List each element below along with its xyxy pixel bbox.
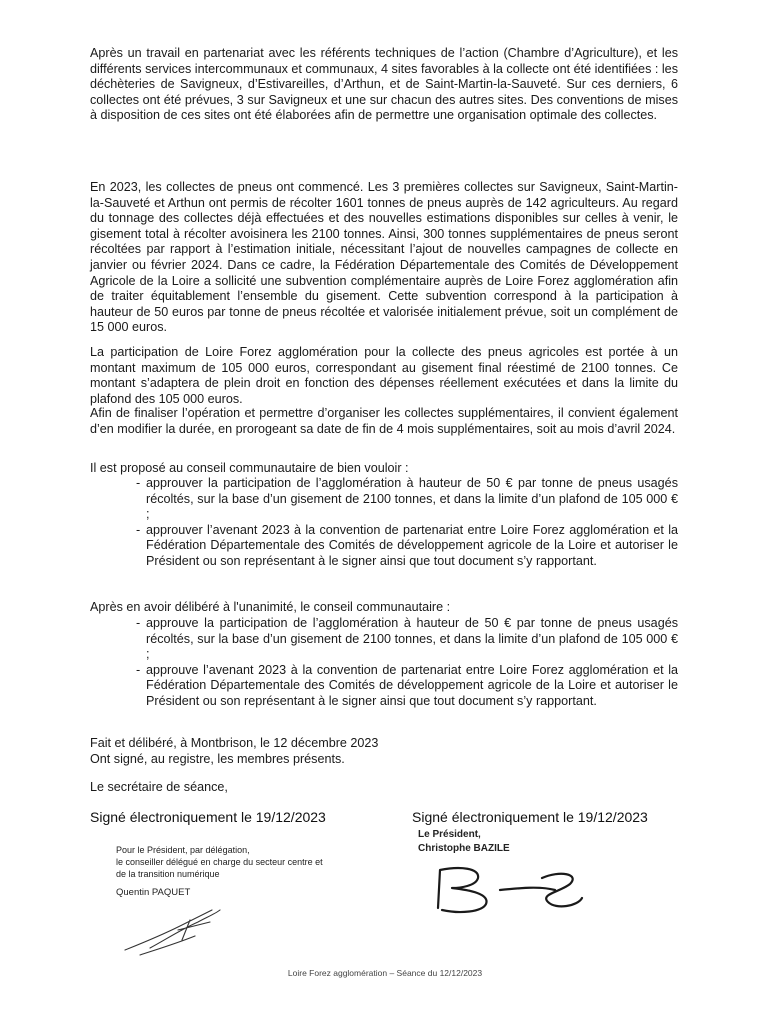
decision-item: - approuve la participation de l’agglomération à hauteur de 50 € par tonne de pneus usagés récoltés, sur la base d’un gisement de 2100 tonnes, et dans la limite d’un plafond de 105 000 € ; (146, 616, 678, 663)
paragraph-duration: Afin de finaliser l’opération et permettre d’organiser les collectes supplémentaires, il convient également d’en modifier la durée, en prorogeant sa date de fin de 4 mois supplémentaires, soit au mois d’avril 2024. (90, 406, 678, 436)
paragraph-decision-intro: Après en avoir délibéré à l'unanimité, le conseil communautaire : (90, 600, 451, 614)
signed-note: Ont signé, au registre, les membres présents. (90, 752, 345, 766)
place-date: Fait et délibéré, à Montbrison, le 12 décembre 2023 (90, 736, 379, 750)
president-title: Le Président, (418, 829, 481, 840)
paragraph-partnership: Après un travail en partenariat avec les référents techniques de l’action (Chambre d’Agriculture), et les différents services intercommunaux et communaux, 4 sites favorables à la collecte ont été identifiées : les déchèteries de Savigneux, d’Estivareilles, d’Arthun, et de Saint-Martin-la-Sauveté. Sur ces derniers, 6 collectes ont été prévues, 3 sur Savigneux et une sur chacun des autres sites. Des conventions de mises à disposition de ces sites ont été élaborées afin de permettre une organisation optimale des collectes. (90, 46, 678, 123)
paragraph-proposal-intro: Il est proposé au conseil communautaire de bien vouloir : (90, 461, 409, 475)
proposal-item: - approuver la participation de l’agglomération à hauteur de 50 € par tonne de pneus usagés récoltés, sur la base d’un gisement de 2100 tonnes, et dans la limite d’un plafond de 105 000 € ; (146, 476, 678, 523)
president-block (418, 828, 510, 856)
electronic-signature-stamp-right: Signé électroniquement le 19/12/2023 (412, 809, 648, 825)
paragraph-participation: La participation de Loire Forez agglomération pour la collecte des pneus agricoles est portée à un montant maximum de 105 000 euros, correspondant au gisement final réestimé de 2100 tonnes. Ce montant s’adaptera de plein droit en fonction des dépenses réellement exécutées et dans la limite du plafond des 105 000 euros. (90, 345, 678, 406)
president-name: Christophe BAZILE (418, 843, 510, 854)
handwritten-signature-left (120, 900, 230, 960)
decision-item: - approuve l’avenant 2023 à la convention de partenariat entre Loire Forez agglomération et la Fédération Départementale des Comités de développement agricole de la Loire et autoriser le Président ou son représentant à le signer ainsi que tout document s’y rapportant. (146, 663, 678, 710)
electronic-signature-stamp-left: Signé électroniquement le 19/12/2023 (90, 809, 326, 825)
page-footer: Loire Forez agglomération – Séance du 12/12/2023 (287, 968, 483, 978)
paragraph-collections-2023: En 2023, les collectes de pneus ont commencé. Les 3 premières collectes sur Savigneux, Saint-Martin-la-Sauveté et Arthun ont permis de récolter 1601 tonnes de pneus auprès de 142 agriculteurs. Au regard du tonnage des collectes déjà effectuées et des nouvelles estimations disponibles sur celles à venir, le gisement total à récolter avoisinera les 2100 tonnes. Ainsi, 300 tonnes supplémentaires de pneus seront récoltées par rapport à l’estimation initiale, nécessitant l’ajout de nouvelles campagnes de collecte en janvier ou février 2024. Dans ce cadre, la Fédération Départementale des Comités de Développement Agricole de la Loire a sollicité une subvention complémentaire auprès de Loire Forez agglomération afin de traiter équitablement l’ensemble du gisement. Cette subvention correspond à la participation à hauteur de 50 euros par tonne de pneus récoltée et valorisée initialement prévue, soit un complément de 15 000 euros. (90, 180, 678, 335)
delegation-line: de la transition numérique (116, 869, 220, 879)
delegation-line: le conseiller délégué en charge du secteur centre et (116, 857, 323, 867)
left-signer-name: Quentin PAQUET (116, 887, 191, 898)
handwritten-signature-right (430, 860, 590, 920)
delegation-line: Pour le Président, par délégation, (116, 845, 250, 855)
proposal-list (146, 476, 678, 570)
proposal-item: - approuver l’avenant 2023 à la convention de partenariat entre Loire Forez agglomération et la Fédération Départementale des Comités de développement agricole de la Loire et autoriser le Président ou son représentant à le signer ainsi que tout document s’y rapportant. (146, 523, 678, 570)
delegation-block (116, 844, 323, 880)
decision-list (146, 616, 678, 710)
secretary-label: Le secrétaire de séance, (90, 780, 228, 794)
